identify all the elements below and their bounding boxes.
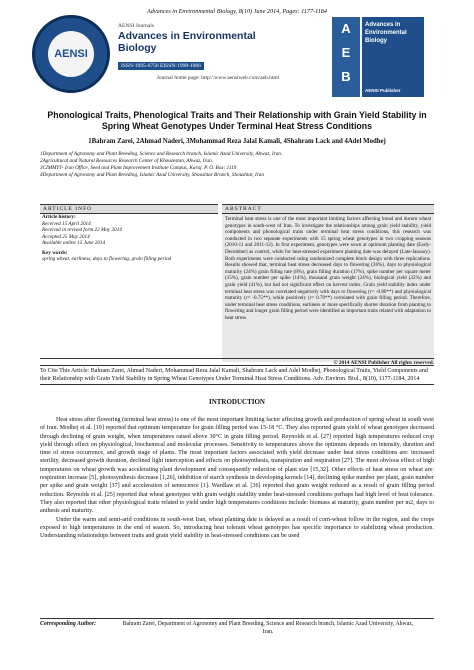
keywords: spring wheat, earliness, days to flowering, grain filling period	[42, 256, 172, 262]
journal-issn: ISSN-1995-0756 EISSN-1998-1066	[118, 62, 204, 70]
history-received: Received 15 April 2014	[42, 220, 91, 227]
history-accepted: Accepted 25 May 2014	[42, 233, 90, 240]
journal-banner	[32, 15, 424, 101]
letter-a: A	[341, 21, 351, 36]
journal-header	[118, 23, 288, 72]
affiliation-2: 2Agricultural and Natural Resources Research Center of Khouzestan, Ahwaz, Iran.	[40, 158, 214, 164]
journal-home-link[interactable]: Journal home page: http://www.aensiweb.com/aeb.html	[156, 75, 280, 81]
corresponding-label: Corresponding Author:	[40, 621, 97, 627]
abstract-text: Terminal heat stress is one of the most important limiting factors affecting bread and durum wheat genotypes in south-west of Iran. To investigate the relationships among grain yield stability, yield components and phonological traits under terminal heat stress conditions, this research was conducted in two separate experiments with 15 spring wheat genotypes in two cropping seasons (2010-11 and 2011-12). In first experiment, genotypes were sown at optimum planting date (Early-December) as control, while for heat-stressed experiment planting date was delayed (Late-January). Both experiments were conducted using randomized complete block design with three replications. Results showed that, terminal heat stress decreased days to flowering (26%), days to physiological maturity (24%) grain filling rate (8%), grain filling duration (17%), spike number per square meter (15%), grain number per spike (14%), thousand grain weight (24%), biological yield (32%) and grain yield (41%), but had not significant effect on harvest index. Grain yield stability index under terminal heat stress was correlated negatively with days to flowering (r= -0.80**) and physiological maturity (r= -0.75**), while positively (r= 0.70**) correlated with grain filling period. Therefore, under terminal heat stress conditions, earliness or more specifically shorter duration from planting to flowering and longer grain filling period were identified as important traits related with adaptation to heat stress.	[222, 214, 434, 362]
affiliation-3: 3CIMMYT- Iran Office, Seed and Plant Improvement Institute Campus, Karaj. P. O. Box: 1119	[40, 165, 237, 171]
abstract	[222, 204, 434, 362]
aeb-letter-column	[332, 17, 360, 97]
journal-logo	[32, 15, 110, 93]
affiliation-1: 1Department of Agronomy and Plant Breeding, Science and Research branch, Islamic Azad University, Ahwaz, Iran.	[40, 151, 283, 157]
introduction-heading: INTRODUCTION	[208, 398, 265, 406]
corresponding-text: Bahram Zarei, Department of Agronomy and Plant Breeding, Science and Research branch, Islamic Azad University, Ahwaz, Iran.	[122, 621, 414, 635]
side-title: Advances in Environmental Biology	[365, 22, 407, 44]
article-authors: 1Bahram Zarei, 2Ahmad Naderi, 3Mohammad Reza Jalal Kamali, 4Shahram Lack and 4Adel Modhej	[88, 138, 386, 145]
side-publisher: AENSI Publisher	[365, 88, 401, 93]
logo-text: AENSI	[54, 48, 88, 60]
corresponding-author	[40, 618, 434, 636]
history-label: Article history:	[42, 214, 76, 220]
intro-paragraph-1: Heat stress after flowering (terminal heat stress) is one of the most important limiting factor affecting growth and production of spring wheat in south west of Iran. Modhej et al. [19] reported that optimum temperature for grain filling period was 15-18 °C. They also reported grain yield of wheat genotypes decreased through declining of grain weight, when temperatures raised above 30°C in grain filling period. Reynolds et al. [27] reported high temperatures reduced crop yield through effect on physiological, biochemical and molecular processes. Sensitivity to temperatures above the optimum depends on intensity, duration and time of stress occurrence, and growth stage of plants. The most important factors associated with yield decrease under heat stress conditions are: increased sterility, decreased growth duration, declined light interception and effects on photosynthesis, transpiration and respiration [27]. The most obvious effect of high temperatures on wheat growth was accelerating plant development and consequently reduction of plant size [15,32]. Other effects of heat stress on wheat are: respiration increase [5], photosynthesis decrease [1,26], inhibition of starch synthesis in developing kernels [14], declining spike number per plant, grain number per spike and grain weight [37] and acceleration of senescence [1]. Wardlaw et al. [36] reported that grain weight reduced as a result of grain filling period reduction. Reynolds et al. [25] reported that wheat genotypes with grain weight stability under heat-stressed conditions perhaps had high level of heat tolerance. They also reported that other physiological traits related to yield under high temperatures conditions include: biomass at maturity, grain number per m2, days to anthesis and maturity.	[40, 417, 434, 515]
abstract-heading: ABSTRACT	[222, 204, 434, 214]
journal-side-cover	[362, 17, 424, 97]
keywords-label: Key words:	[42, 249, 68, 256]
journal-name: Advances in Environmental Biology	[118, 30, 256, 54]
article-title: Phonological Traits, Phenological Traits and Their Relationship with Grain Yield Stability in Spring Wheat Genotypes Under Terminal Heat Stress Conditions	[47, 110, 427, 131]
intro-paragraph-2: Under the warm and semi-arid conditions in south-west Iran, wheat planting date is delayed as a result of corn-wheat follow in the region, and the crops exposed to high temperatures in the end of season. So, introducing heat tolerant wheat genotypes has specific importance to stabilizing wheat production. Understanding relationships between traits and grain yield stability in heat-stressed conditions can be used	[40, 516, 434, 540]
running-head: Advances in Environmental Biology, 8(10) June 2014, Pages: 1177-1184	[147, 8, 327, 15]
affiliation-4: 4Department of Agronomy and Plant Breeding, Islamic Azad University, Shoushtar Branch, Shoushtar, Iran	[40, 172, 264, 178]
journal-publisher: AENSI Journals	[118, 23, 154, 29]
article-info-heading: ARTICLE INFO	[40, 204, 218, 214]
citation: To Cite This Article: Bahram Zarei, Ahmad Naderi, Mohammad Reza Jalal Kamali, Shahram Lack and Adel Modhej, Phonological Traits, Yield Components and their Relationship with Grain Yield Stability in Spring Wheat Genotypes Under Terminal Heat Stress Conditions. Adv. Environ. Biol., 8(10), 1177-1184, 2014	[40, 365, 434, 385]
history-online: Available online 15 June 2014	[42, 240, 106, 246]
history-revised: Received in revised form 22 May 2014	[42, 227, 122, 233]
letter-b: B	[341, 69, 351, 84]
author-affiliations	[40, 151, 434, 179]
introduction-body	[40, 416, 434, 540]
article-info	[40, 204, 218, 260]
copyright: © 2014 AENSI Publisher All rights reserved.	[40, 358, 434, 366]
letter-e: E	[341, 45, 351, 60]
